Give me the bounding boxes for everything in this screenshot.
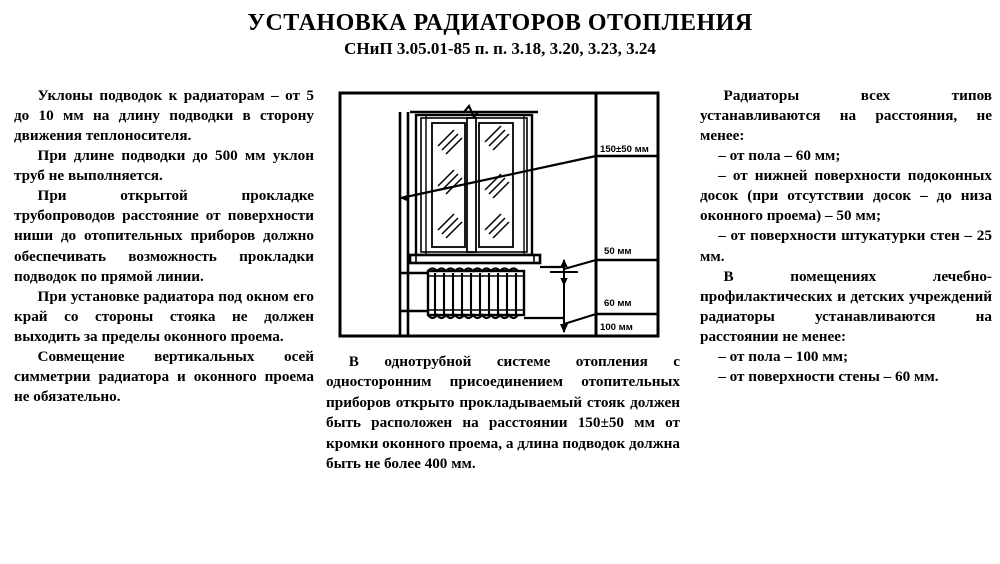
- center-figure-column: [322, 86, 684, 475]
- right-item-sill-50: – от нижней поверхности подоконных досок (при отсутствии досок – до низа оконного проема) – 50 мм;: [700, 167, 992, 225]
- right-paragraph-2: В помещениях лечебно-профилактических и детских учреждений радиаторы устанавливаются на расстоянии не менее:: [700, 267, 992, 345]
- left-text-column: [14, 86, 314, 407]
- dimension-label-150mm: 150±50 мм: [600, 144, 649, 155]
- right-item-plaster-25: – от поверхности штукатурки стен – 25 мм.: [700, 227, 992, 265]
- figure-caption: В однотрубной системе отопления с односторонним присоединением отопительных приборов открыто прокладываемый стояк должен быть расположен на расстоянии 150±50 мм от кромки оконного проема, а длина подводок должна быть не более 400 мм.: [326, 353, 680, 473]
- page-subtitle: СНиП 3.05.01-85 п. п. 3.18, 3.20, 3.23, 3.24: [344, 39, 656, 59]
- dimension-label-100mm: 100 мм: [600, 322, 633, 333]
- left-paragraph-2: При длине подводки до 500 мм уклон труб не выполняется.: [14, 147, 314, 185]
- right-item-floor-100: – от пола – 100 мм;: [718, 347, 849, 365]
- left-paragraph-5: Совмещение вертикальных осей симметрии радиатора и оконного проема не обязательно.: [14, 347, 314, 405]
- right-item-floor-60: – от пола – 60 мм;: [718, 147, 841, 165]
- left-paragraph-1: Уклоны подводок к радиаторам – от 5 до 10 мм на длину подводки в сторону движения теплоносителя.: [14, 87, 314, 145]
- right-text-column: [700, 86, 992, 387]
- left-paragraph-3: При открытой прокладке трубопроводов расстояние от поверхности ниши до отопительных приборов должно обеспечивать возможность прокладки подводок по прямой линии.: [14, 187, 314, 285]
- dimension-label-50mm: 50 мм: [604, 246, 632, 257]
- dimension-label-60mm: 60 мм: [604, 298, 632, 309]
- radiator: [428, 269, 524, 319]
- document-header: [0, 0, 1000, 59]
- page-title: УСТАНОВКА РАДИАТОРОВ ОТОПЛЕНИЯ: [247, 10, 753, 36]
- right-item-wall-60: – от поверхности стены – 60 мм.: [718, 367, 939, 385]
- right-paragraph-1: Радиаторы всех типов устанавливаются на расстояния, не менее:: [700, 87, 992, 145]
- radiator-installation-figure: [338, 90, 668, 340]
- content-columns: [0, 86, 1000, 564]
- left-paragraph-4: При установке радиатора под окном его край со стороны стояка не должен выходить за пределы оконного проема.: [14, 287, 314, 345]
